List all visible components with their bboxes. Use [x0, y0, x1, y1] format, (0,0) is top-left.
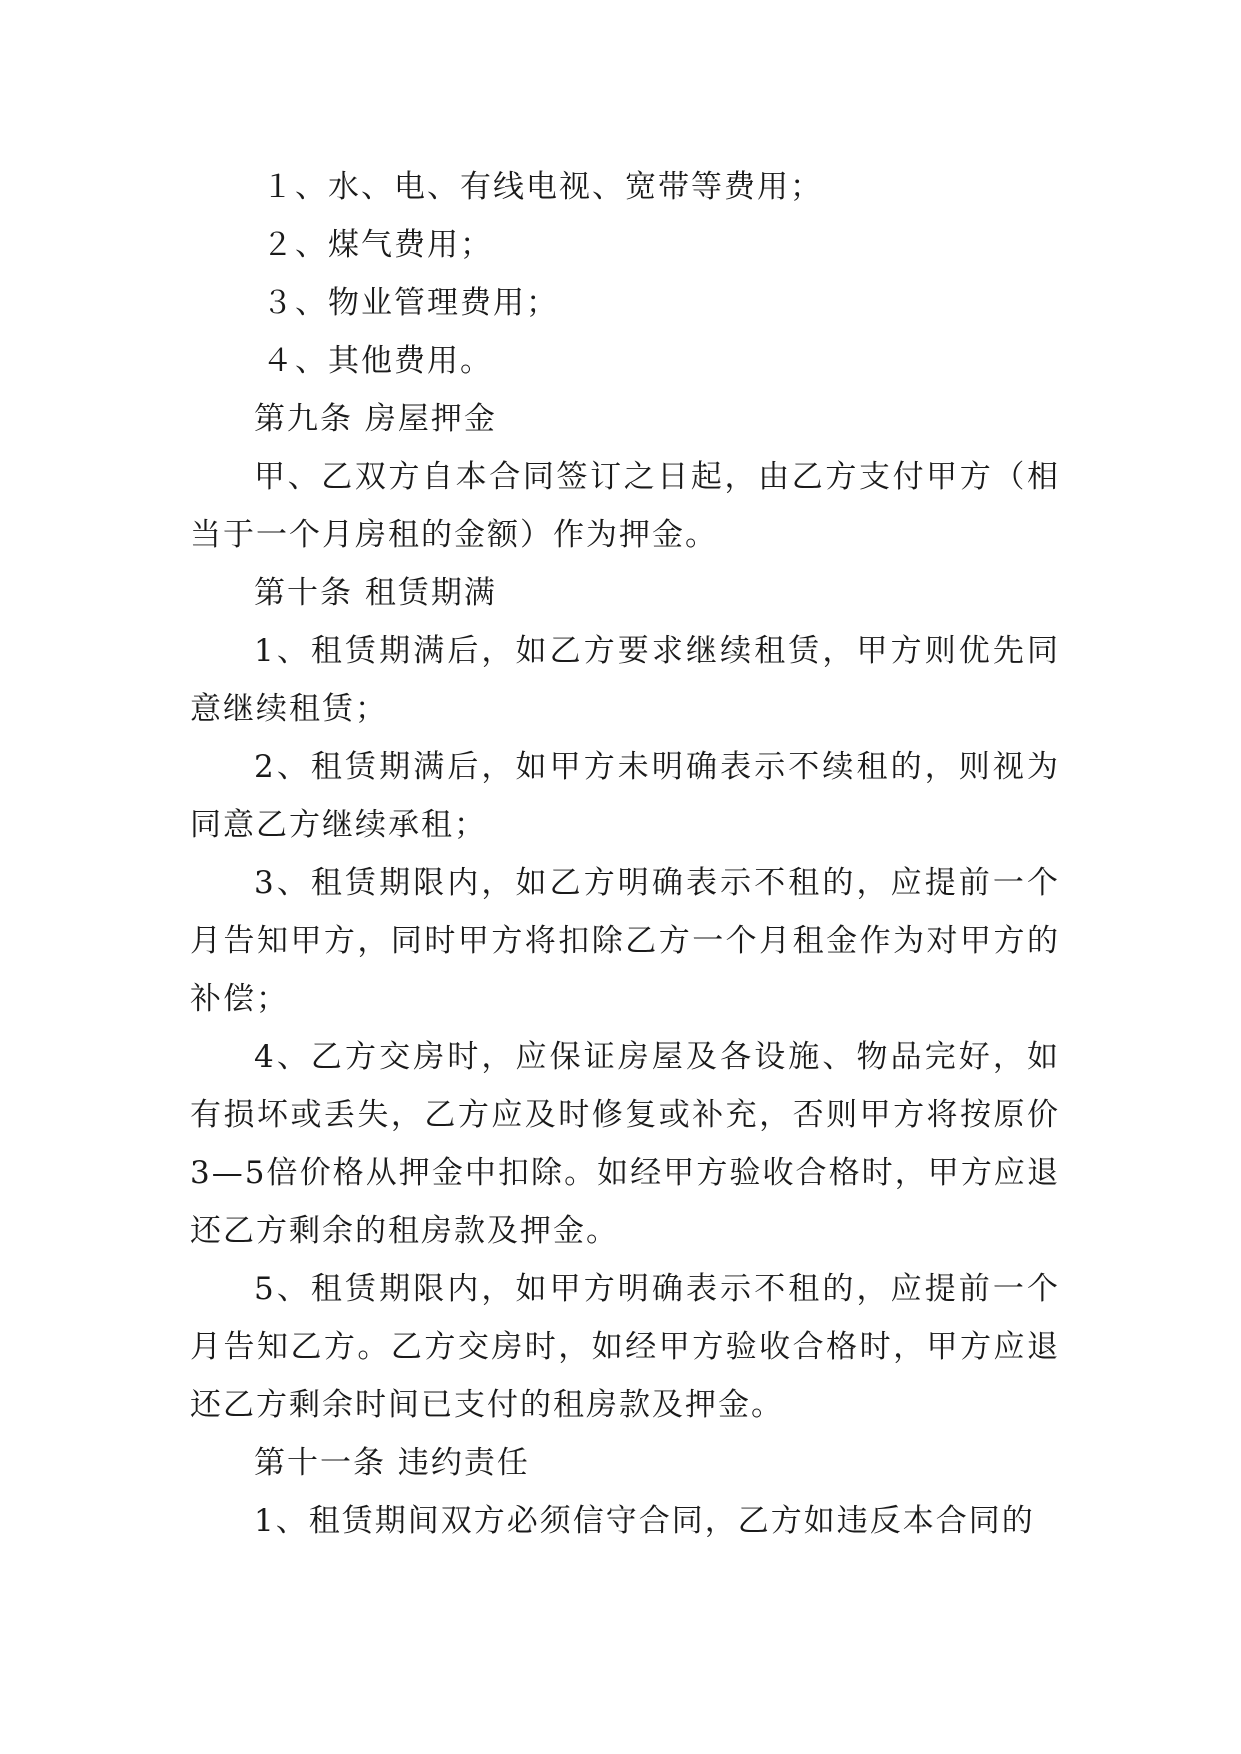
article-10-clause-5: 5、租赁期限内，如甲方明确表示不租的，应提前一个月告知乙方。乙方交房时，如经甲方验收合格时，甲方应退还乙方剩余时间已支付的租房款及押金。	[190, 1271, 1060, 1423]
article-11-heading: 第十一条 违约责任	[254, 1445, 530, 1481]
fee-item-4: ４、其他费用。	[262, 343, 493, 379]
fee-item-2: ２、煤气费用；	[262, 227, 493, 263]
article-10-clause-2: 2、租赁期满后，如甲方未明确表示不续租的，则视为同意乙方继续承租；	[190, 749, 1060, 843]
document-body	[190, 158, 1060, 1550]
article-10-clause-4: 4、乙方交房时，应保证房屋及各设施、物品完好，如有损坏或丢失，乙方应及时修复或补充，否则甲方将按原价3—5倍价格从押金中扣除。如经甲方验收合格时，甲方应退还乙方剩余的租房款及押金。	[190, 1039, 1060, 1249]
article-10-clause-1: 1、租赁期满后，如乙方要求继续租赁，甲方则优先同意继续租赁；	[190, 633, 1060, 727]
fee-item-1: １、水、电、有线电视、宽带等费用；	[262, 169, 823, 205]
fee-item-3: ３、物业管理费用；	[262, 285, 559, 321]
article-9-body: 甲、乙双方自本合同签订之日起，由乙方支付甲方（相当于一个月房租的金额）作为押金。	[190, 459, 1060, 553]
article-10-clause-3: 3、租赁期限内，如乙方明确表示不租的，应提前一个月告知甲方，同时甲方将扣除乙方一个月租金作为对甲方的补偿；	[190, 865, 1060, 1017]
article-10-heading: 第十条 租赁期满	[254, 575, 497, 611]
article-11-clause-1: 1、租赁期间双方必须信守合同，乙方如违反本合同的	[254, 1503, 1035, 1539]
article-9-heading: 第九条 房屋押金	[254, 401, 497, 437]
